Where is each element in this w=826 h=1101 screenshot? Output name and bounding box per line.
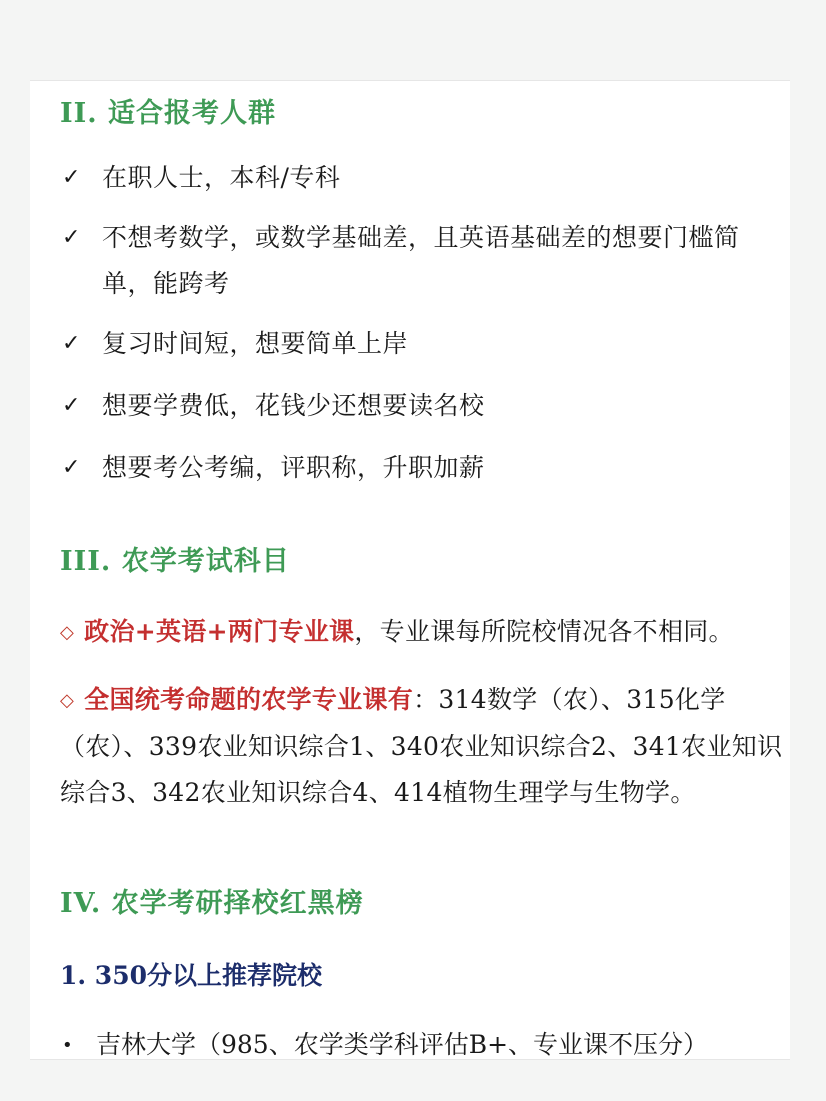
subject-item: [60, 677, 786, 816]
section-heading-ranking: IV. 农学考研择校红黑榜: [60, 888, 364, 919]
audience-item: [62, 445, 762, 491]
section-heading-audience: II. 适合报考人群: [60, 98, 277, 129]
bullet-icon: •: [62, 1035, 73, 1056]
subject-text: ，专业课每所院校情况各不相同。: [354, 617, 734, 646]
audience-item: [62, 155, 762, 201]
school-list-item: [62, 1025, 782, 1066]
audience-item-text: 不想考数学，或数学基础差，且英语基础差的想要门槛简单，能跨考: [102, 223, 740, 298]
check-icon: ✓: [62, 331, 81, 356]
document-page: [30, 80, 790, 1060]
audience-item-text: 想要考公考编，评职称，升职加薪: [102, 453, 485, 482]
check-icon: ✓: [62, 393, 81, 418]
audience-item-text: 复习时间短，想要简单上岸: [102, 329, 409, 358]
diamond-icon: ◇: [60, 690, 75, 711]
school-list-item-text: 吉林大学（985、农学类学科评估B+、专业课不压分）: [96, 1030, 709, 1059]
audience-item: [62, 215, 762, 307]
subject-highlight: 全国统考命题的农学专业课有: [84, 685, 414, 714]
ranking-subheading: 1. 350分以上推荐院校: [60, 961, 322, 990]
subject-item: [60, 609, 786, 656]
audience-item: [62, 383, 762, 429]
diamond-icon: ◇: [60, 622, 75, 643]
subject-highlight: 政治+英语+两门专业课: [84, 617, 355, 646]
audience-item: [62, 321, 762, 367]
check-icon: ✓: [62, 455, 81, 480]
audience-item-text: 在职人士，本科/专科: [102, 163, 341, 192]
subject-text: ：314数学（农）、315化学（农）、339农业知识综合1、340农业知识综合2、341农业知识综合3、342农业知识综合4、414植物生理学与生物学。: [60, 685, 783, 807]
check-icon: ✓: [62, 165, 81, 190]
audience-item-text: 想要学费低，花钱少还想要读名校: [102, 391, 485, 420]
section-heading-subjects: III. 农学考试科目: [60, 546, 290, 577]
check-icon: ✓: [62, 225, 81, 250]
